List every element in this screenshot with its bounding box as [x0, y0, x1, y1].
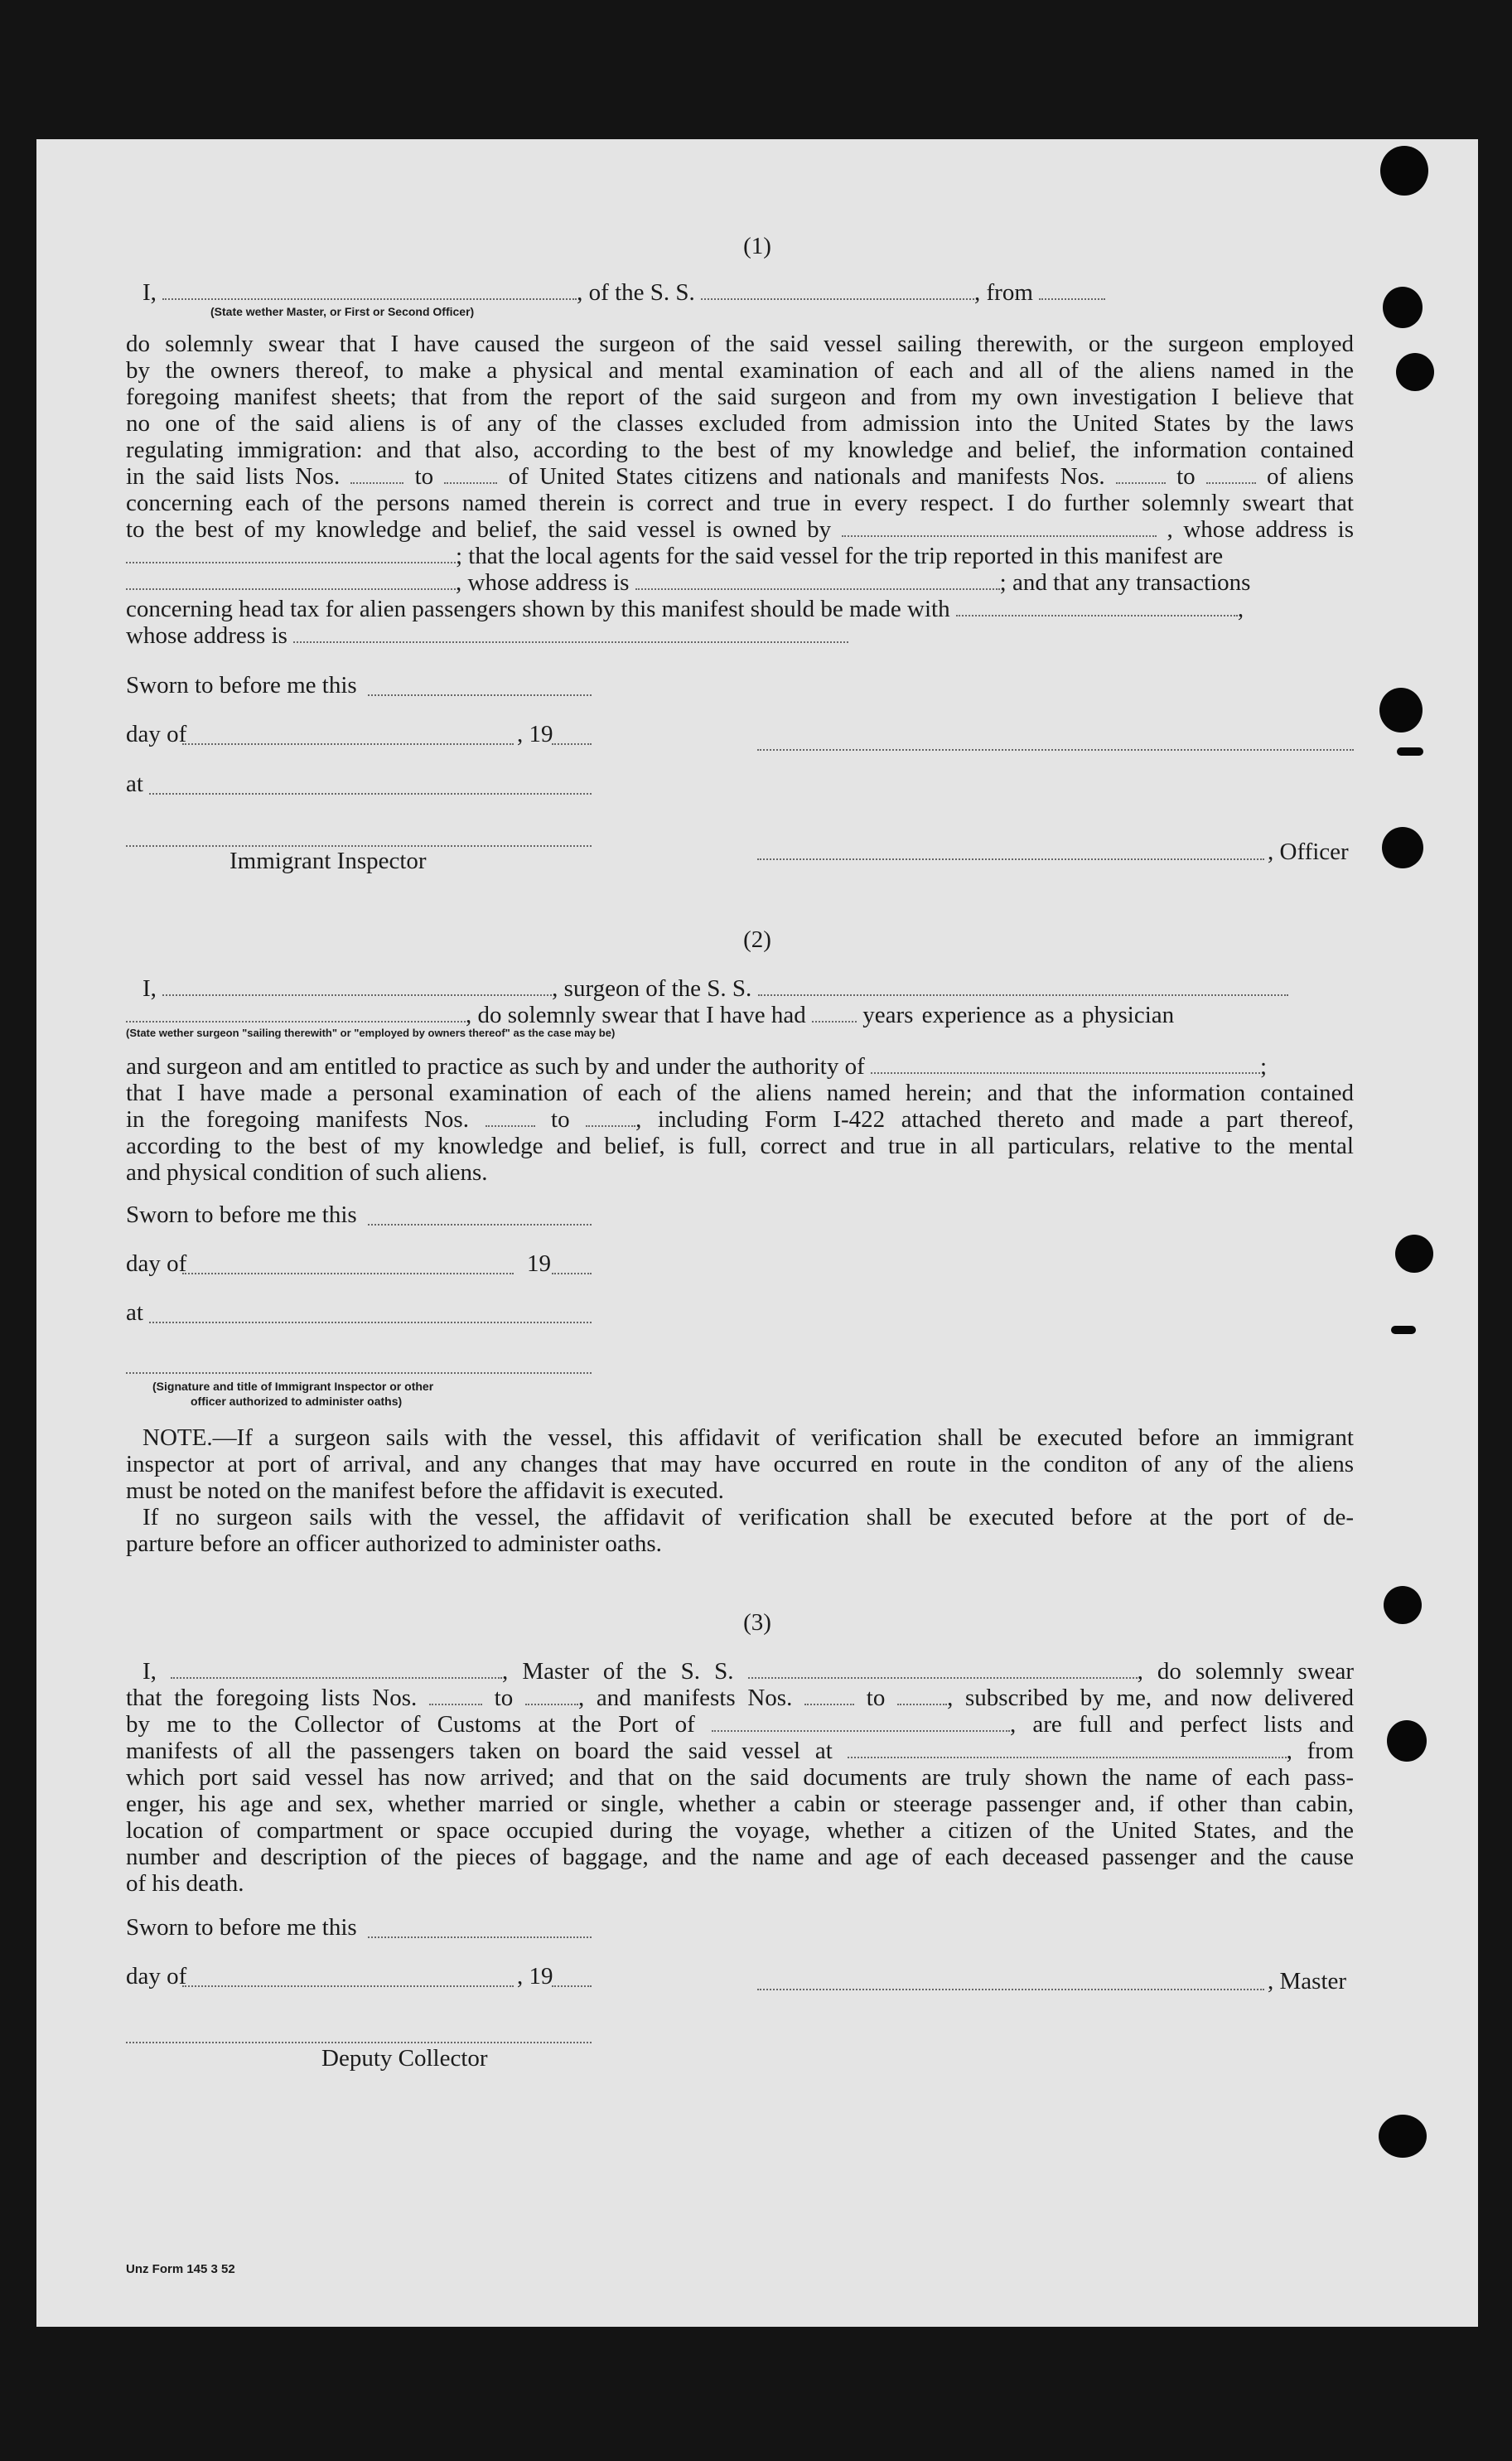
s2-line-5	[126, 1105, 1354, 1134]
s3-line-4	[126, 1737, 1354, 1765]
s2-day-of-label: day of	[126, 1250, 187, 1277]
s2-line-1	[143, 974, 1354, 1003]
s2-day-field[interactable]	[182, 1273, 514, 1274]
s3-day-of-label: day of	[126, 1963, 187, 1990]
s3-embarked-port-field[interactable]	[848, 1737, 1287, 1758]
s1-manifests-label: of United States citizens and nationals and manifests Nos.	[508, 463, 1105, 490]
s2-to-label: to	[551, 1106, 570, 1133]
s2-note-line-2: inspector at port of arrival, and any changes that may have occurred en route in the conditon of any of the aliens	[126, 1451, 1354, 1477]
s1-officer-note: (State wether Master, or First or Second Officer)	[210, 305, 475, 318]
s1-line-6	[126, 462, 1354, 491]
section-1-number: (1)	[743, 233, 771, 259]
s1-vessel-field[interactable]	[701, 278, 974, 300]
s2-at-label: at	[126, 1299, 143, 1326]
s3-line-2	[126, 1684, 1354, 1712]
s3-lists-label: that the foregoing lists Nos.	[126, 1685, 418, 1711]
s1-line-2: by the owners thereof, to make a physical and mental examination of each and all of the aliens named in the	[126, 357, 1354, 384]
binder-hole-icon	[1384, 1586, 1422, 1624]
s1-line-7: concerning each of the persons named therein is correct and true in every respect. I do further solemnly sweart that	[126, 490, 1354, 516]
s1-at-field[interactable]	[149, 793, 592, 795]
binder-hole-icon	[1380, 146, 1428, 196]
s1-transactions-text: ; and that any transactions	[999, 569, 1251, 596]
s1-agents-text: ; that the local agents for the said vessel for the trip reported in this manifest are	[456, 543, 1224, 569]
s1-inspector-label: Immigrant Inspector	[229, 848, 427, 874]
s1-day-field[interactable]	[182, 743, 514, 745]
s1-year-label: , 19	[517, 721, 553, 747]
s2-manifests-label: in the foregoing manifests Nos.	[126, 1106, 469, 1133]
s3-manifests-from-field[interactable]	[804, 1684, 854, 1705]
s3-port-label: by me to the Collector of Customs at the Port of	[126, 1711, 695, 1738]
binder-hole-icon	[1396, 353, 1434, 391]
s2-signature-note-2: officer authorized to administer oaths)	[191, 1395, 403, 1408]
s2-name-field[interactable]	[162, 974, 552, 996]
s1-manifests-to-field[interactable]	[1206, 462, 1256, 484]
s3-sworn-label: Sworn to before me this	[126, 1914, 357, 1941]
s1-from-field[interactable]	[1039, 278, 1105, 300]
s2-year-field[interactable]	[552, 1273, 592, 1274]
s1-officer-field[interactable]	[162, 278, 577, 300]
s1-to-label-2: to	[1176, 463, 1196, 490]
s1-line-12	[126, 621, 1354, 650]
s1-line-11	[126, 595, 1354, 623]
s1-officer-name-line[interactable]	[757, 858, 1264, 860]
s3-vessel-field[interactable]	[748, 1657, 1138, 1679]
s2-i-label: I,	[143, 975, 157, 1002]
s1-line-3: foregoing manifest sheets; that from the report of the said surgeon and from my own investigation I believe that	[126, 384, 1354, 410]
s2-note-line-3: must be noted on the manifest before the affidavit is executed.	[126, 1477, 724, 1504]
s3-master-label-2: , Master	[1268, 1968, 1347, 1994]
s2-note2-line-1: If no surgeon sails with the vessel, the affidavit of verification shall be executed before at the port of de-	[143, 1504, 1354, 1530]
s3-manifests-to-field[interactable]	[897, 1684, 947, 1705]
s3-collector-signature-line[interactable]	[126, 2042, 592, 2043]
s1-at-label: at	[126, 771, 143, 797]
s3-swear-label: , do solemnly swear	[1137, 1658, 1355, 1685]
binder-hole-icon	[1379, 688, 1423, 732]
s3-line-7: location of compartment or space occupied during the voyage, whether a citizen of the United States, and the	[126, 1817, 1354, 1844]
s3-to-label-2: to	[866, 1685, 886, 1711]
s1-address-label: , whose address is	[1167, 516, 1355, 543]
s1-day-of-label: day of	[126, 721, 187, 747]
s3-i-label: I,	[143, 1658, 157, 1685]
s1-comma: ,	[1237, 596, 1244, 622]
s2-sworn-field[interactable]	[368, 1224, 592, 1226]
s3-subscribed-text: , subscribed by me, and now delivered	[947, 1685, 1355, 1711]
s1-owner-field[interactable]	[842, 515, 1157, 537]
s3-name-field[interactable]	[171, 1657, 502, 1679]
s3-taken-on-board-label: manifests of all the passengers taken on board the said vessel at	[126, 1738, 833, 1764]
s2-manifests-to-field[interactable]	[586, 1105, 635, 1127]
s3-sworn-field[interactable]	[368, 1936, 592, 1938]
s3-line-3	[126, 1710, 1354, 1738]
s2-year-label: 19	[527, 1250, 551, 1277]
s3-master-label: , Master of the S. S.	[502, 1658, 734, 1685]
binder-hole-icon	[1387, 1720, 1427, 1762]
s3-lists-from-field[interactable]	[429, 1684, 482, 1705]
s3-year-field[interactable]	[552, 1985, 592, 1987]
s2-semicolon: ;	[1260, 1053, 1268, 1080]
s2-note2-line-2: parture before an officer authorized to administer oaths.	[126, 1530, 662, 1557]
s2-surgeon-label: , surgeon of the S. S.	[552, 975, 752, 1002]
s1-head-tax-address-field[interactable]	[293, 621, 848, 643]
s3-year-label: , 19	[517, 1963, 553, 1990]
s2-line-4: that I have made a personal examination of each of the aliens named herein; and that the information contained	[126, 1080, 1354, 1106]
s1-lists-label: in the said lists Nos.	[126, 463, 341, 490]
s1-lists-to-field[interactable]	[444, 462, 497, 484]
s3-day-field[interactable]	[182, 1985, 514, 1987]
s3-lists-to-field[interactable]	[525, 1684, 578, 1705]
s1-agents-address-label: , whose address is	[456, 569, 630, 596]
s2-note-line-1: NOTE.—If a surgeon sails with the vessel, this affidavit of verification shall be executed before an immigrant	[143, 1424, 1354, 1451]
s2-years-field[interactable]	[812, 1001, 857, 1023]
s1-sworn-label: Sworn to before me this	[126, 672, 357, 699]
s2-line-2	[126, 1001, 1354, 1029]
form-page	[36, 139, 1478, 2327]
s1-line-9	[126, 542, 1354, 570]
s3-manifests-label: , and manifests Nos.	[577, 1685, 793, 1711]
s2-swear-label: , do solemnly swear that I have had	[466, 1002, 806, 1028]
s2-surgeon-type-field[interactable]	[126, 1001, 466, 1023]
s3-collector-label: Deputy Collector	[321, 2045, 488, 2072]
s3-to-label: to	[494, 1685, 514, 1711]
s1-whose-address-label: whose address is	[126, 622, 287, 649]
binder-hole-icon	[1395, 1235, 1433, 1273]
s1-year-field[interactable]	[552, 743, 592, 745]
s2-including-text: , including Form I-422 attached thereto and made a part thereof,	[635, 1106, 1355, 1133]
s3-perfect-lists-text: , are full and perfect lists and	[1009, 1711, 1354, 1738]
punch-mark-icon	[1397, 747, 1423, 756]
section-3-number: (3)	[743, 1609, 771, 1636]
s1-to-label: to	[414, 463, 434, 490]
s3-line-6: enger, his age and sex, whether married or single, whether a cabin or steerage passenger and, if other than cabin,	[126, 1791, 1354, 1817]
binder-hole-icon	[1382, 827, 1423, 868]
s1-from-label: , from	[974, 279, 1033, 306]
form-number: Unz Form 145 3 52	[126, 2262, 235, 2276]
s1-officer-signature-line[interactable]	[757, 749, 1354, 751]
s3-port-field[interactable]	[712, 1710, 1010, 1732]
s2-authority-field[interactable]	[871, 1052, 1260, 1074]
s2-at-field[interactable]	[149, 1322, 592, 1323]
s1-i-label: I,	[143, 279, 157, 306]
s1-head-tax-text: concerning head tax for alien passengers shown by this manifest should be made with	[126, 596, 950, 622]
s2-signature-note-1: (Signature and title of Immigrant Inspector or other	[152, 1380, 434, 1393]
s3-line-8: number and description of the pieces of baggage, and the name and age of each deceased passenger and the cause	[126, 1844, 1354, 1870]
s1-head-tax-field[interactable]	[956, 595, 1238, 616]
s1-line-1: do solemnly swear that I have caused the surgeon of the said vessel sailing therewith, or the surgeon employed	[126, 331, 1354, 357]
s1-sworn-field[interactable]	[368, 694, 592, 696]
punch-mark-icon	[1391, 1326, 1416, 1334]
s1-owned-by-label: to the best of my knowledge and belief, the said vessel is owned by	[126, 516, 832, 543]
s2-manifests-from-field[interactable]	[485, 1105, 535, 1127]
s3-master-signature-line[interactable]	[757, 1989, 1264, 1990]
s2-line-3	[126, 1052, 1354, 1081]
s1-line-10	[126, 568, 1354, 597]
s2-experience-label: years experience as a physician	[862, 1002, 1175, 1028]
s1-line-5: regulating immigration: and that also, according to the best of my knowledge and belief, the information contained	[126, 437, 1354, 463]
s3-line-1	[143, 1657, 1354, 1685]
s1-agents-field[interactable]	[126, 568, 456, 590]
s1-manifests-from-field[interactable]	[1116, 462, 1166, 484]
s2-sworn-label: Sworn to before me this	[126, 1201, 357, 1228]
s2-line-6: according to the best of my knowledge and belief, is full, correct and true in all particulars, relative to the mental	[126, 1133, 1354, 1159]
s3-line-9: of his death.	[126, 1870, 244, 1897]
s1-line-4: no one of the said aliens is of any of the classes excluded from admission into the United States by the laws	[126, 410, 1354, 437]
s1-line-8	[126, 515, 1354, 544]
s2-line-7: and physical condition of such aliens.	[126, 1159, 488, 1186]
s1-owner-address-field[interactable]	[126, 542, 456, 563]
s2-signature-line[interactable]	[126, 1372, 592, 1374]
s1-of-ss-label: , of the S. S.	[577, 279, 695, 306]
s2-authority-label: and surgeon and am entitled to practice as such by and under the authority of	[126, 1053, 865, 1080]
s3-from-label: , from	[1286, 1738, 1355, 1764]
s2-surgeon-note: (State wether surgeon "sailing therewith" or "employed by owners thereof" as the case may be)	[126, 1027, 616, 1039]
s1-agents-address-field[interactable]	[635, 568, 1000, 590]
s3-line-5: which port said vessel has now arrived; and that on the said documents are truly shown the name of each pass-	[126, 1764, 1354, 1791]
binder-hole-icon	[1383, 287, 1423, 328]
s2-vessel-field[interactable]	[758, 974, 1288, 996]
s1-inspector-signature-line[interactable]	[126, 845, 592, 847]
s1-aliens-label: of aliens	[1267, 463, 1355, 490]
s1-lists-from-field[interactable]	[350, 462, 403, 484]
binder-hole-icon	[1379, 2115, 1427, 2158]
section-2-number: (2)	[743, 926, 771, 953]
s1-intro-line	[143, 278, 1128, 307]
s1-officer-label: , Officer	[1268, 839, 1349, 865]
